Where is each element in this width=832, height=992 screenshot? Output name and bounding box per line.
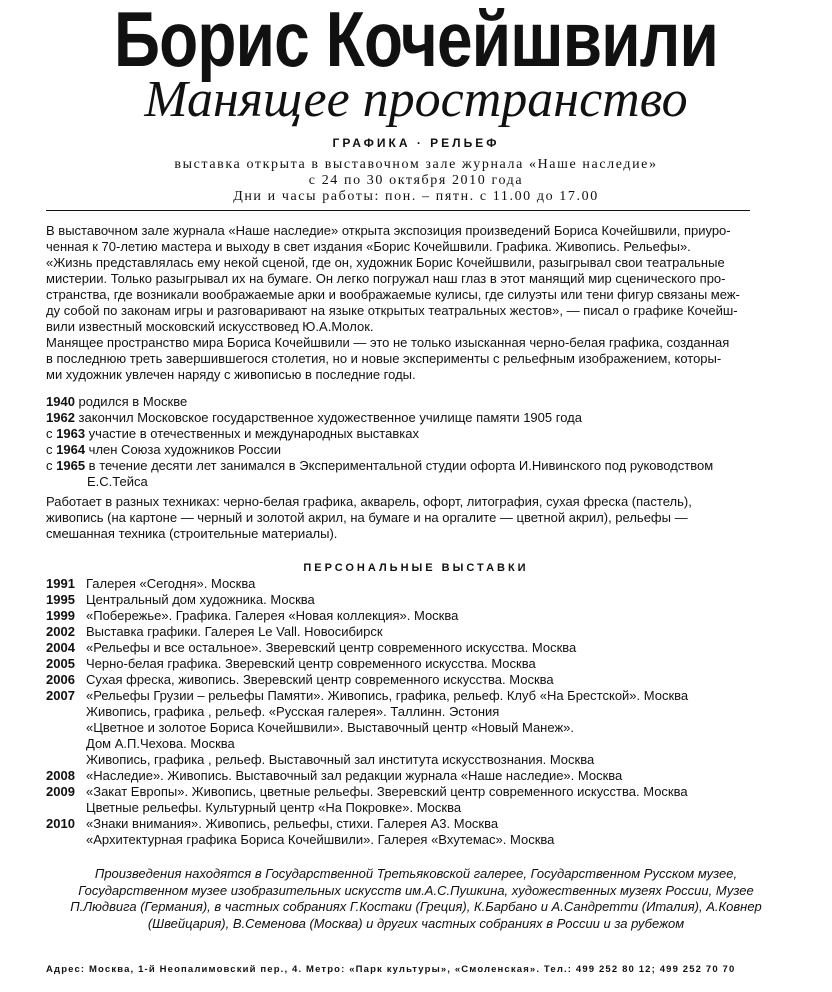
exhibition-item: Живопись, графика , рельеф. Выставочный зал института искусствознания. Москва — [86, 752, 595, 767]
intro-line: Манящее пространство мира Бориса Кочейшвили — это не только изысканная черно-белая графика, созданная — [46, 335, 730, 350]
intro-line: вили известный московский искусствовед Ю.А.Молок. — [46, 319, 374, 334]
bio-item: 1940 родился в Москве — [46, 394, 188, 409]
tech-line: живопись (на картоне — черный и золотой акрил, на бумаге и на оргалите — цветной акрил), рельефы — — [46, 510, 688, 525]
exhibition-item: 2006 Сухая фреска, живопись. Зверевский центр современного искусства. Москва — [46, 672, 554, 687]
artist-name: Борис Кочейшвили — [113, 0, 719, 83]
bio-year: 1965 — [56, 458, 86, 473]
exhibition-item: 2002 Выставка графики. Галерея Le Vall. Новосибирск — [46, 624, 383, 639]
exhibitions-heading: ПЕРСОНАЛЬНЫЕ ВЫСТАВКИ — [303, 562, 529, 574]
intro-line: странства, где возникали воображаемые арки и воображаемые кулисы, где силуэты или тени фигур связаны меж- — [46, 287, 740, 302]
bio-year: 1964 — [56, 442, 86, 457]
tech-line: смешанная техника (строительные материалы). — [46, 526, 338, 541]
collections-text — [46, 866, 786, 932]
hours-line: Дни и часы работы: пон. – пятн. с 11.00 до 17.00 — [233, 189, 599, 204]
divider — [46, 210, 750, 211]
exhibitions-list — [46, 576, 786, 848]
tech-line: Работает в разных техниках: черно-белая графика, акварель, офорт, литография, сухая фреска (пастель), — [46, 494, 692, 509]
bio-year: 1963 — [56, 426, 86, 441]
biography — [46, 394, 766, 490]
bio-item-cont: Е.С.Тейса — [87, 474, 148, 489]
bio-year: 1962 — [46, 410, 75, 425]
intro-line: ду собой по законам игры и разговаривают на языке открытых театральных жестов», — писал о графике Кочейш- — [46, 303, 738, 318]
address-line: Адрес: Москва, 1-й Неопалимовский пер., 4. Метро: «Парк культуры», «Смоленская». Тел.: 499 252 80 12; 499 252 70 70 — [46, 964, 736, 975]
exhibition-title: Манящее пространство — [144, 71, 688, 128]
genres: ГРАФИКА · РЕЛЬЕФ — [332, 136, 500, 150]
intro-line: ми художник увлечен наряду с живописью в последние годы. — [46, 367, 416, 382]
exhibition-item: 2004 «Рельефы и все остальное». Зверевский центр современного искусства. Москва — [46, 640, 577, 655]
exhibition-item: 2010 «Знаки внимания». Живопись, рельефы, стихи. Галерея А3. Москва — [46, 816, 499, 831]
intro-text — [46, 223, 750, 383]
exhibition-item: 2009 «Закат Европы». Живопись, цветные рельефы. Зверевский центр современного искусства. Москва — [46, 784, 688, 799]
intro-line: В выставочном зале журнала «Наше наследие» открыта экспозиция произведений Бориса Кочейшвили, приуро- — [46, 223, 731, 238]
exhibition-item: Дом А.П.Чехова. Москва — [86, 736, 235, 751]
bio-item: с 1964 член Союза художников России — [46, 442, 282, 457]
intro-line: ченная к 70-летию мастера и выходу в свет издания «Борис Кочейшвили. Графика. Живопись. Рельефы». — [46, 239, 691, 254]
dates-line: с 24 по 30 октября 2010 года — [308, 173, 524, 188]
bio-item: с 1965 в течение десяти лет занимался в Экспериментальной студии офорта И.Нивинского под руководством — [46, 458, 714, 473]
exhibition-item: Живопись, графика , рельеф. «Русская галерея». Таллинн. Эстония — [86, 704, 500, 719]
venue-line: выставка открыта в выставочном зале журнала «Наше наследие» — [174, 157, 658, 172]
intro-line: в последнюю треть завершившегося столетия, но и новые эксперименты с рельефным изображением, которы- — [46, 351, 722, 366]
techniques-text — [46, 494, 750, 542]
collections-line: Государственном музее изобразительных искусств им.А.С.Пушкина, художественных музеях России, Музее — [78, 882, 754, 898]
collections-line: Произведения находятся в Государственной Третьяковской галерее, Государственном Русском музее, — [94, 866, 738, 881]
collections-line: (Швейцария), В.Семенова (Москва) и других частных собраниях в России и за рубежом — [147, 915, 685, 931]
exhibition-item: 1995 Центральный дом художника. Москва — [46, 592, 315, 607]
exhibition-item: 2005 Черно-белая графика. Зверевский центр современного искусства. Москва — [46, 656, 536, 671]
intro-line: «Жизнь представлялась ему некой сценой, где он, художник Борис Кочейшвили, разыгрывал свои театральные — [46, 255, 725, 270]
exhibition-item: 2008 «Наследие». Живопись. Выставочный зал редакции журнала «Наше наследие». Москва — [46, 768, 623, 783]
exhibition-item: «Цветное и золотое Бориса Кочейшвили». Выставочный центр «Новый Манеж». — [86, 720, 574, 735]
bio-year: 1940 — [46, 394, 75, 409]
bio-item: с 1963 участие в отечественных и международных выставках — [46, 426, 419, 441]
exhibition-item: 1991 Галерея «Сегодня». Москва — [46, 576, 256, 591]
intro-line: мистерии. Только разыгрывал их на бумаге. Он легко погружал наш глаз в этот манящий мир сценического про- — [46, 271, 726, 286]
exhibition-item: «Архитектурная графика Бориса Кочейшвили». Галерея «Вхутемас». Москва — [86, 832, 555, 847]
bio-item: 1962 закончил Московское государственное художественное училище памяти 1905 года — [46, 410, 582, 425]
exhibition-item: 1999 «Побережье». Графика. Галерея «Новая коллекция». Москва — [46, 608, 459, 623]
collections-line: П.Людвига (Германия), в частных собраниях Г.Костаки (Греция), К.Барбано и А.Сандретти (Италия), А.Ковнер — [70, 899, 762, 914]
exhibition-item: Цветные рельефы. Культурный центр «На Покровке». Москва — [86, 800, 462, 815]
exhibition-item: 2007 «Рельефы Грузии – рельефы Памяти». Живопись, графика, рельеф. Клуб «На Брестской». Москва — [46, 688, 689, 703]
